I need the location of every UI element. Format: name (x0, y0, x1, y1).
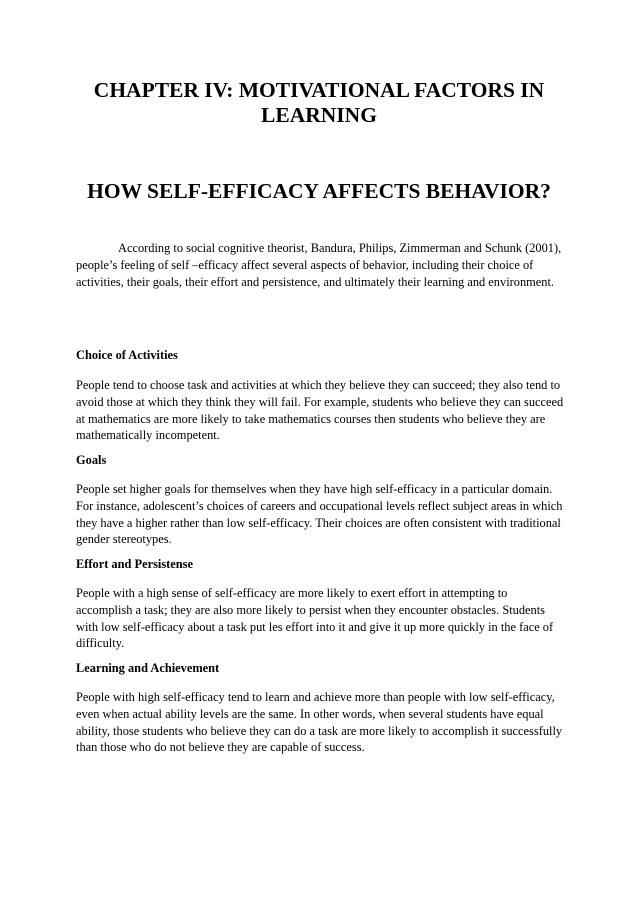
subsection-paragraph-goals: People set higher goals for themselves when they have high self-efficacy in a particular domain. For instance, adolescent’s choices of careers and occupational levels reflect subject areas in which they have a higher rather than low self-efficacy. Their choices are often consistent with traditional gender stereotypes. (76, 482, 563, 547)
subsection-heading-choice-of-activities: Choice of Activities (76, 348, 178, 362)
subsection-paragraph-effort-and-persistence: People with a high sense of self-efficacy are more likely to exert effort in attempting to accomplish a task; they are also more likely to persist when they encounter obstacles. Students with low self-efficacy about a task put les effort into it and give it up more quickly in the face of difficulty. (76, 586, 554, 651)
subsection-heading-effort-and-persistence: Effort and Persistense (76, 557, 194, 571)
subsection-paragraph-learning-and-achievement: People with high self-efficacy tend to learn and achieve more than people with low self-efficacy, even when actual ability levels are the same. In other words, when several students have equal ability, those students who believe they can do a task are more likely to accomplish it successfully than those who do not believe they are capable of success. (76, 690, 563, 755)
section-title: HOW SELF-EFFICACY AFFECTS BEHAVIOR? (87, 179, 551, 203)
chapter-title: CHAPTER IV: MOTIVATIONAL FACTORS IN LEARNING (93, 78, 545, 127)
intro-paragraph: According to social cognitive theorist, Bandura, Philips, Zimmerman and Schunk (2001), people’s feeling of self –efficacy affect several aspects of behavior, including their choice of activities, their goals, their effort and persistence, and ultimately their learning and environment. (76, 241, 562, 289)
subsection-paragraph-choice-of-activities: People tend to choose task and activities at which they believe they can succeed; they also tend to avoid those at which they think they will fail. For example, students who believe they can succeed at mathematics are more likely to take mathematics courses then students who believe they are mathematically incompetent. (76, 378, 564, 443)
subsection-heading-goals: Goals (76, 453, 107, 467)
subsection-heading-learning-and-achievement: Learning and Achievement (76, 661, 220, 675)
